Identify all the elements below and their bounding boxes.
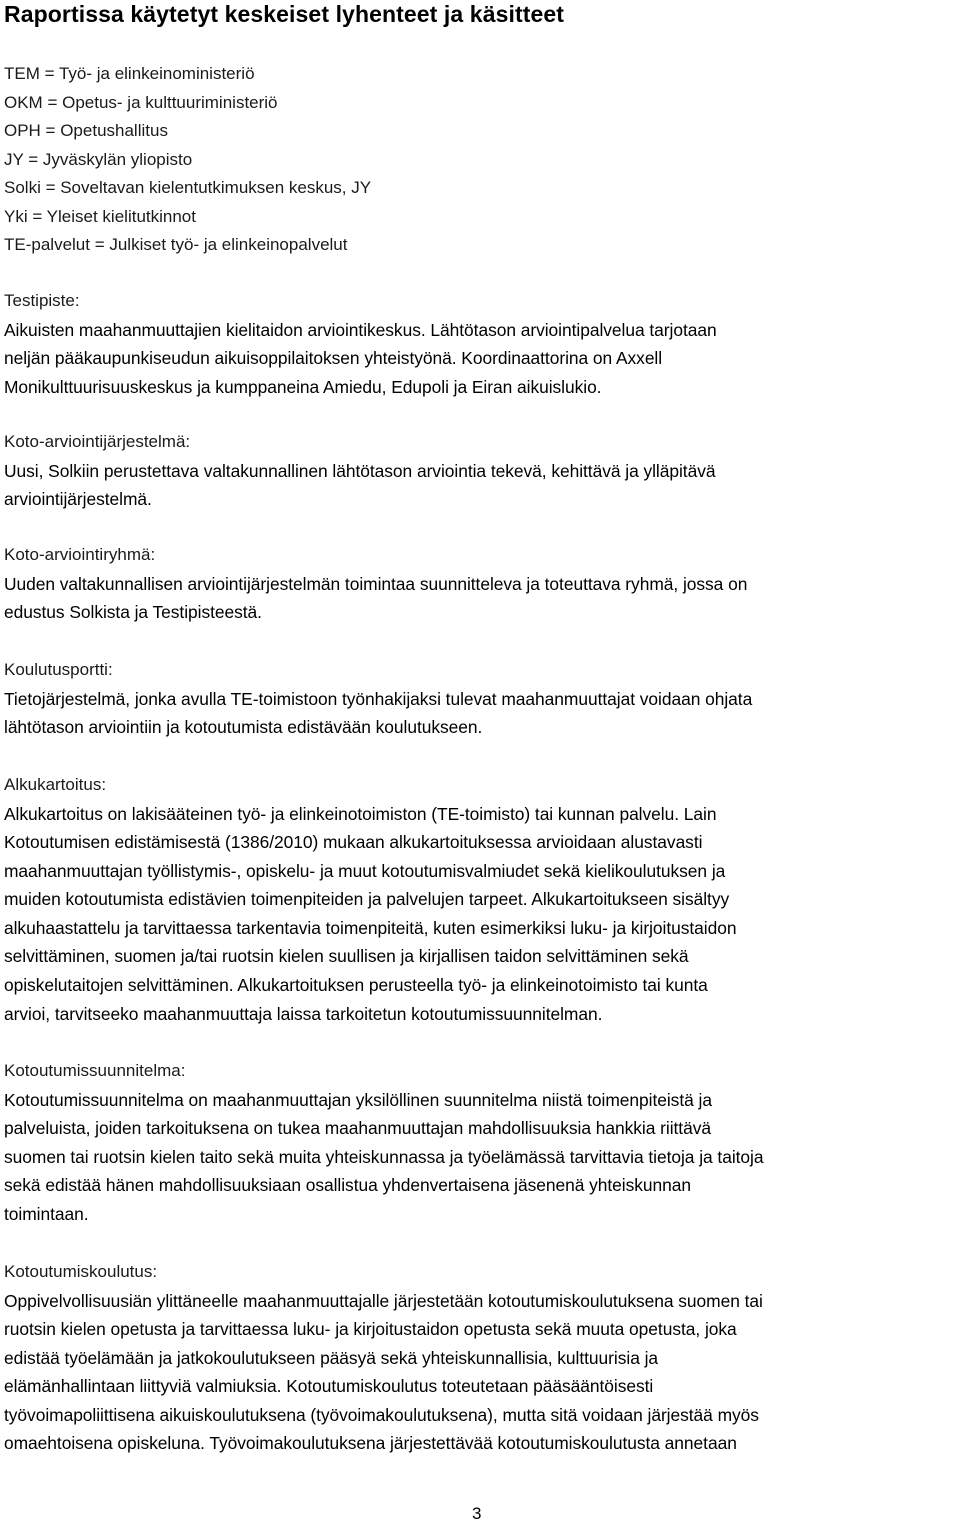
glossary-definition bbox=[4, 1287, 960, 1459]
glossary-definition bbox=[4, 800, 960, 1029]
definition-line: elämänhallintaan liittyviä valmiuksia. Kotoutumiskoulutus toteutetaan pääsääntöisesti bbox=[4, 1376, 654, 1397]
definition-line: toimintaan. bbox=[4, 1203, 89, 1224]
definition-line: edistää työelämään ja jatkokoulutukseen pääsyä sekä yhteiskunnallisia, kulttuurisia ja bbox=[4, 1347, 659, 1368]
abbreviation-item: JY = Jyväskylän yliopisto bbox=[4, 149, 193, 169]
abbreviation-list bbox=[4, 60, 371, 260]
definition-line: Uuden valtakunnallisen arviointijärjestelmän toimintaa suunnitteleva ja toteuttava ryhmä, jossa on bbox=[4, 573, 748, 594]
glossary-definition bbox=[4, 685, 960, 742]
definition-line: Tietojärjestelmä, jonka avulla TE-toimistoon työnhakijaksi tulevat maahanmuuttajat voidaan ohjata bbox=[4, 688, 753, 709]
definition-line: maahanmuuttajan työllistymis-, opiskelu- ja muut kotoutumisvalmiudet sekä kielikoulutuksen ja bbox=[4, 860, 726, 881]
page-title: Raportissa käytetyt keskeiset lyhenteet ja käsitteet bbox=[4, 1, 565, 27]
page-number: 3 bbox=[472, 1504, 482, 1523]
glossary-definition bbox=[4, 570, 960, 627]
glossary-entry-koulutusportti bbox=[4, 656, 960, 742]
glossary-term: Koulutusportti: bbox=[4, 660, 113, 679]
glossary-term: Koto-arviointiryhmä: bbox=[4, 545, 156, 564]
definition-line: palveluista, joiden tarkoituksena on tukea maahanmuuttajan mahdollisuuksia hankkia riittävä bbox=[4, 1118, 711, 1139]
definition-line: Alkukartoitus on lakisääteinen työ- ja elinkeinotoimiston (TE-toimisto) tai kunnan palvelu. Lain bbox=[4, 803, 717, 824]
glossary-definition bbox=[4, 457, 960, 514]
glossary-term: Koto-arviointijärjestelmä: bbox=[4, 432, 191, 451]
definition-line: Aikuisten maahanmuuttajien kielitaidon arviointikeskus. Lähtötason arviointipalvelua tarjotaan bbox=[4, 319, 717, 340]
definition-line: edustus Solkista ja Testipisteestä. bbox=[4, 602, 262, 623]
definition-line: neljän pääkaupunkiseudun aikuisoppilaitoksen yhteistyönä. Koordinaattorina on Axxell bbox=[4, 348, 663, 369]
glossary-term: Kotoutumiskoulutus: bbox=[4, 1262, 158, 1281]
glossary-entry-kotoutumiskoulutus bbox=[4, 1258, 960, 1458]
glossary-entry-kotoutumissuunnitelma bbox=[4, 1057, 960, 1228]
glossary-term: Testipiste: bbox=[4, 291, 80, 310]
glossary-entry-alkukartoitus bbox=[4, 771, 960, 1028]
definition-line: omaehtoisena opiskeluna. Työvoimakoulutuksena järjestettävää kotoutumiskoulutusta annetaan bbox=[4, 1433, 737, 1454]
definition-line: Monikulttuurisuuskeskus ja kumppaneina Amiedu, Edupoli ja Eiran aikuislukio. bbox=[4, 376, 602, 397]
definition-line: lähtötason arviointiin ja kotoutumista edistävään koulutukseen. bbox=[4, 717, 483, 738]
definition-line: Kotoutumissuunnitelma on maahanmuuttajan yksilöllinen suunnitelma niistä toimenpiteistä ja bbox=[4, 1089, 712, 1110]
definition-line: työvoimapoliittisena aikuiskoulutuksena (työvoimakoulutuksena), mutta sitä voidaan järjestää myös bbox=[4, 1404, 759, 1425]
abbreviation-item: OKM = Opetus- ja kulttuuriministeriö bbox=[4, 92, 278, 112]
definition-line: opiskelutaitojen selvittäminen. Alkukartoituksen perusteella työ- ja elinkeinotoimisto tai kunta bbox=[4, 975, 708, 996]
abbreviation-item: Yki = Yleiset kielitutkinnot bbox=[4, 206, 196, 226]
definition-line: arvioi, tarvitseeko maahanmuuttaja laissa tarkoitetun kotoutumissuunnitelman. bbox=[4, 1003, 603, 1024]
abbreviation-item: Solki = Soveltavan kielentutkimuksen keskus, JY bbox=[4, 178, 372, 197]
definition-line: alkuhaastattelu ja tarvittaessa tarkentavia toimenpiteitä, kuten esimerkiksi luku- ja kirjoitustaidon bbox=[4, 917, 737, 938]
abbreviation-item: TEM = Työ- ja elinkeinoministeriö bbox=[4, 64, 255, 83]
definition-line: muiden kotoutumista edistävien toimenpiteiden ja palvelujen tarpeet. Alkukartoitukseen sisältyy bbox=[4, 889, 730, 910]
abbreviation-item: OPH = Opetushallitus bbox=[4, 121, 168, 140]
glossary-entry-testipiste bbox=[4, 287, 960, 401]
definition-line: sekä edistää hänen mahdollisuuksiaan osallistua yhdenvertaisena jäsenenä yhteiskunnan bbox=[4, 1175, 692, 1196]
definition-line: Oppivelvollisuusiän ylittäneelle maahanmuuttajalle järjestetään kotoutumiskoulutuksena suomen tai bbox=[4, 1290, 763, 1311]
definition-line: Kotoutumisen edistämisestä (1386/2010) mukaan alkukartoituksessa arvioidaan alustavasti bbox=[4, 832, 703, 853]
definition-line: suomen tai ruotsin kielen taito sekä muita yhteiskunnassa ja työelämässä tarvittavia tietoja ja taitoja bbox=[4, 1146, 764, 1167]
glossary-definition bbox=[4, 316, 960, 402]
glossary-definition bbox=[4, 1086, 960, 1229]
glossary-entry-koto-arviointiryhma bbox=[4, 541, 960, 627]
abbreviation-item: TE-palvelut = Julkiset työ- ja elinkeinopalvelut bbox=[4, 235, 348, 254]
glossary-term: Alkukartoitus: bbox=[4, 775, 107, 794]
definition-line: Uusi, Solkiin perustettava valtakunnallinen lähtötason arviointia tekevä, kehittävä ja ylläpitävä bbox=[4, 460, 716, 481]
glossary-term: Kotoutumissuunnitelma: bbox=[4, 1061, 186, 1080]
glossary-entry-koto-arviointijarjestelma bbox=[4, 428, 960, 514]
definition-line: selvittäminen, suomen ja/tai ruotsin kielen suullisen ja kirjallisen taidon selvittäminen sekä bbox=[4, 946, 689, 967]
definition-line: arviointijärjestelmä. bbox=[4, 489, 152, 510]
definition-line: ruotsin kielen opetusta ja tarvittaessa luku- ja kirjoitustaidon opetusta sekä muuta opetusta, joka bbox=[4, 1319, 737, 1340]
